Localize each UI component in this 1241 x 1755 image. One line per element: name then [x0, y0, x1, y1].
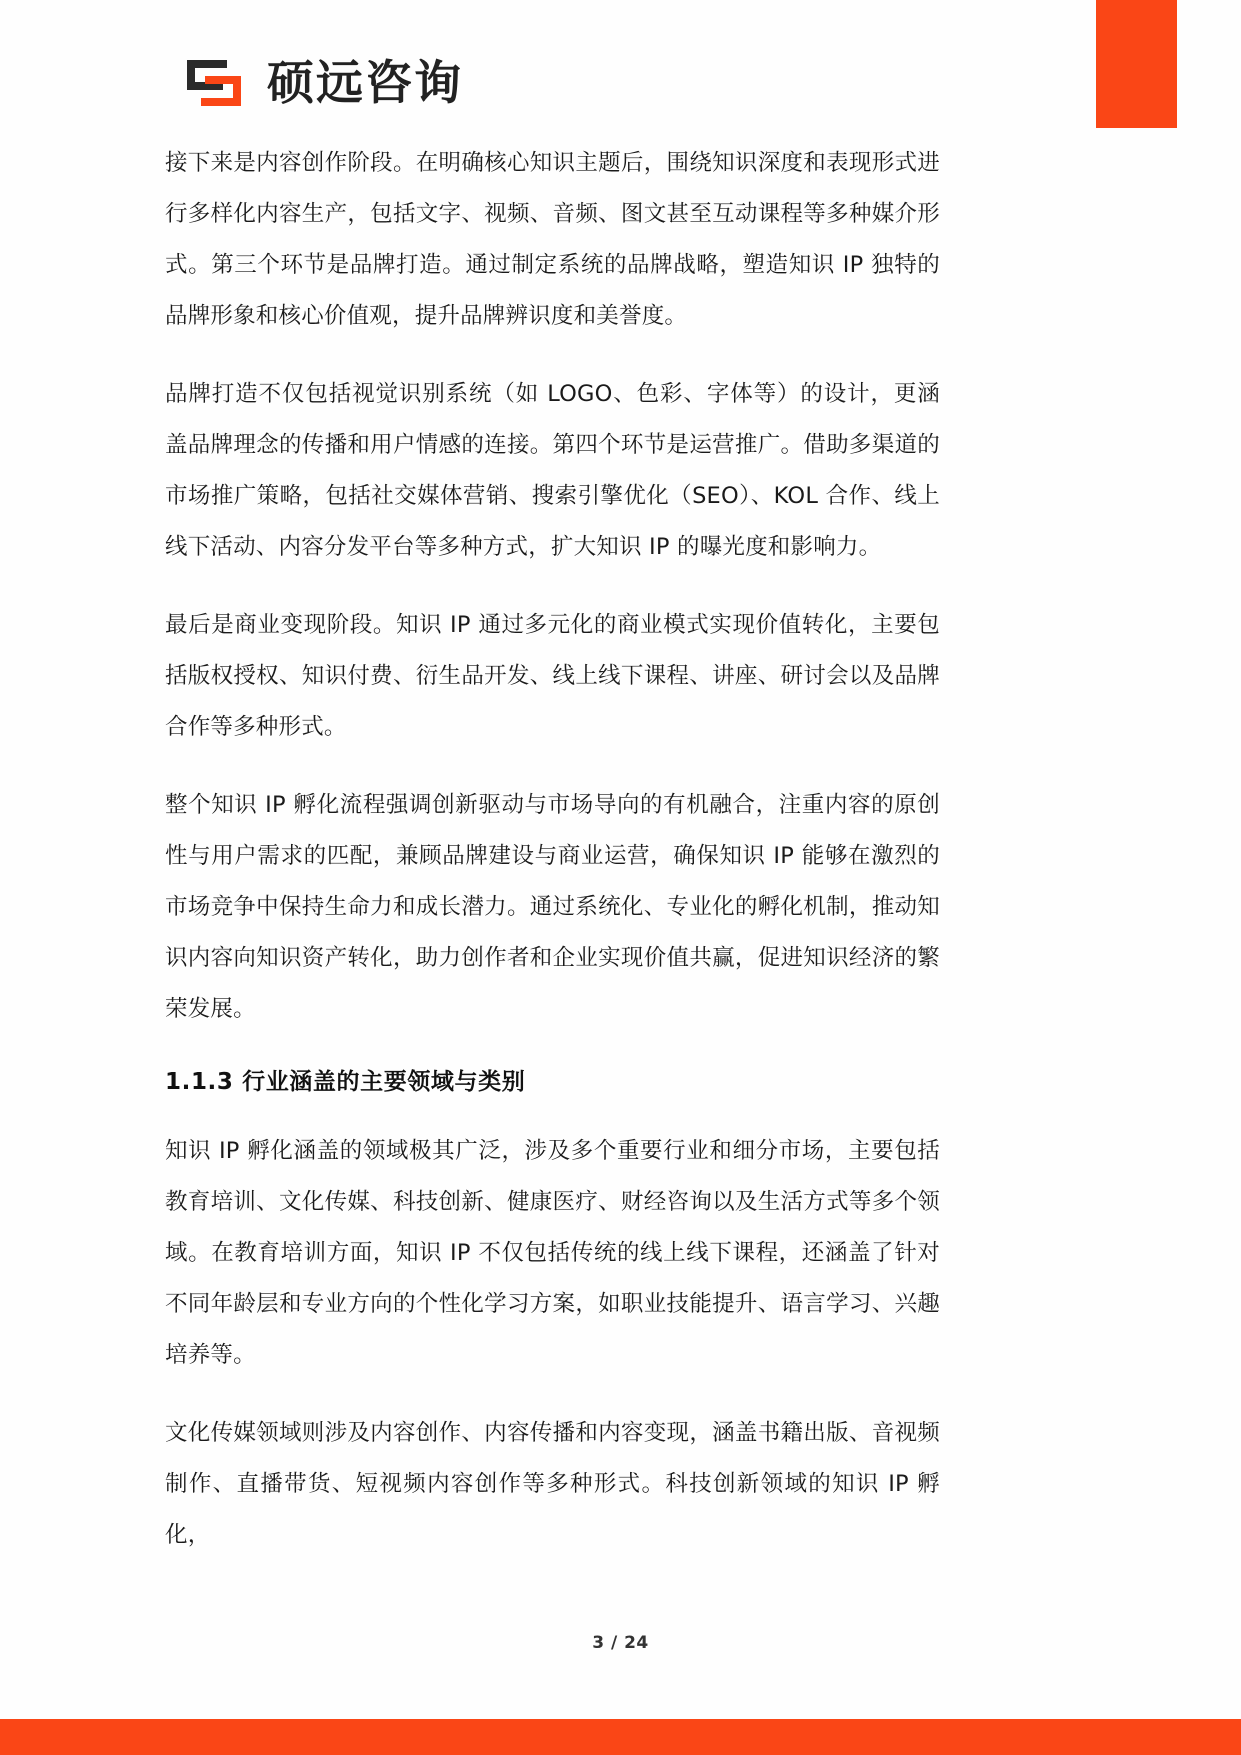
decorative-corner-block	[1096, 0, 1177, 128]
paragraph: 品牌打造不仅包括视觉识别系统（如 LOGO、色彩、字体等）的设计，更涵盖品牌理念的传播和用户情感的连接。第四个环节是运营推广。借助多渠道的市场推广策略，包括社交媒体营销、搜索引擎优化（SEO）、KOL 合作、线上线下活动、内容分发平台等多种方式，扩大知识 IP 的曝光度和影响力。	[165, 381, 940, 560]
document-header	[183, 52, 463, 114]
paragraph: 接下来是内容创作阶段。在明确核心知识主题后，围绕知识深度和表现形式进行多样化内容生产，包括文字、视频、音频、图文甚至互动课程等多种媒介形式。第三个环节是品牌打造。通过制定系统的品牌战略，塑造知识 IP 独特的品牌形象和核心价值观，提升品牌辨识度和美誉度。	[165, 150, 940, 329]
section-heading: 1.1.3 行业涵盖的主要领域与类别	[165, 1069, 526, 1095]
page-number: 3 / 24	[592, 1633, 649, 1653]
paragraph: 最后是商业变现阶段。知识 IP 通过多元化的商业模式实现价值转化，主要包括版权授权、知识付费、衍生品开发、线上线下课程、讲座、研讨会以及品牌合作等多种形式。	[165, 612, 940, 740]
brand-name: 硕远咨询	[267, 55, 463, 111]
paragraph: 文化传媒领域则涉及内容创作、内容传播和内容变现，涵盖书籍出版、音视频制作、直播带货、短视频内容创作等多种形式。科技创新领域的知识 IP 孵化，	[165, 1420, 940, 1548]
decorative-bottom-bar	[0, 1719, 1241, 1755]
document-body	[165, 138, 940, 1588]
paragraph: 知识 IP 孵化涵盖的领域极其广泛，涉及多个重要行业和细分市场，主要包括教育培训、文化传媒、科技创新、健康医疗、财经咨询以及生活方式等多个领域。在教育培训方面，知识 IP 不仅包括传统的线上线下课程，还涵盖了针对不同年龄层和专业方向的个性化学习方案，如职业技能提升、语言学习、兴趣培养等。	[165, 1138, 940, 1368]
brand-logo-icon	[183, 52, 245, 114]
paragraph: 整个知识 IP 孵化流程强调创新驱动与市场导向的有机融合，注重内容的原创性与用户需求的匹配，兼顾品牌建设与商业运营，确保知识 IP 能够在激烈的市场竞争中保持生命力和成长潜力。通过系统化、专业化的孵化机制，推动知识内容向知识资产转化，助力创作者和企业实现价值共赢，促进知识经济的繁荣发展。	[165, 792, 940, 1022]
